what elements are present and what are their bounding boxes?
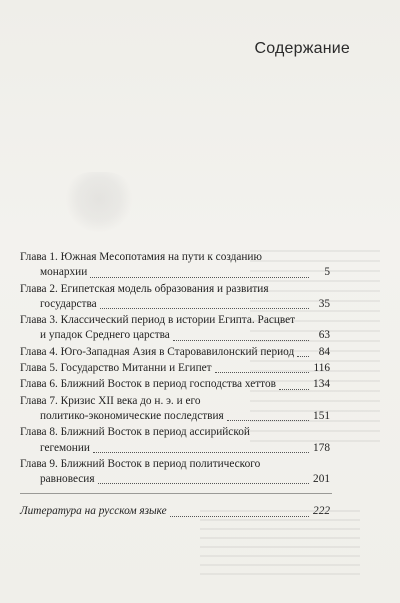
toc-entry-row — [20, 441, 330, 456]
toc-entry[interactable] — [20, 345, 330, 360]
toc-entry-row — [20, 361, 330, 376]
toc-entry[interactable] — [20, 425, 330, 456]
toc-entry-literature[interactable] — [20, 504, 330, 519]
toc-entry-label: Глава 5. Государство Митанни и Египет — [20, 362, 212, 375]
table-of-contents — [20, 250, 330, 520]
toc-entry-label: и упадок Среднего царства — [40, 329, 170, 342]
toc-entry-label: монархии — [40, 266, 88, 279]
toc-leader-dots — [279, 388, 309, 390]
toc-entry-row — [20, 409, 330, 424]
toc-leader-dots — [227, 419, 309, 421]
toc-leader-dots — [173, 339, 309, 341]
toc-leader-dots — [100, 307, 309, 309]
toc-page-number: 178 — [313, 441, 330, 454]
toc-entry-row — [20, 328, 330, 343]
toc-entry-label: Литература на русском языке — [20, 505, 167, 518]
toc-leader-dots — [90, 276, 309, 278]
toc-entries — [20, 250, 330, 487]
toc-entry-label: политико-экономические последствия — [40, 409, 224, 422]
toc-entry[interactable] — [20, 361, 330, 376]
toc-entry-label: гегемонии — [40, 441, 90, 454]
toc-page-number: 151 — [313, 409, 330, 422]
toc-divider — [20, 493, 332, 494]
toc-entry-line: Глава 1. Южная Месопотамия на пути к созданию — [20, 251, 262, 263]
toc-leader-dots — [98, 482, 309, 484]
toc-page-number: 116 — [313, 362, 330, 375]
toc-entry-line: Глава 7. Кризис XII века до н. э. и его — [20, 394, 201, 407]
toc-page-number: 201 — [313, 473, 330, 486]
toc-leader-dots — [215, 371, 309, 373]
toc-entry-line: Глава 9. Ближний Восток в период политического — [20, 457, 261, 470]
toc-entry-row — [20, 297, 330, 312]
toc-leader-dots — [297, 355, 309, 357]
toc-entry-row — [20, 472, 330, 487]
toc-leader-dots — [170, 515, 309, 517]
bleed-through-emblem — [64, 172, 134, 232]
toc-entry[interactable] — [20, 250, 330, 281]
toc-entry-label: равновесия — [40, 473, 95, 486]
toc-page-number: 35 — [318, 297, 330, 310]
toc-entry[interactable] — [20, 394, 330, 425]
toc-entry-row — [20, 377, 330, 392]
toc-entry[interactable] — [20, 313, 330, 344]
toc-page-number: 134 — [313, 378, 330, 391]
toc-entry-label: Глава 6. Ближний Восток в период господства хеттов — [20, 378, 276, 391]
toc-entry[interactable] — [20, 282, 330, 313]
toc-entry-row — [20, 345, 330, 360]
toc-entry-line: Глава 2. Египетская модель образования и развития — [20, 282, 269, 295]
toc-entry-line: Глава 8. Ближний Восток в период ассирийской — [20, 426, 250, 439]
toc-page-number: 5 — [324, 266, 330, 279]
toc-entry-label: Глава 4. Юго-Западная Азия в Старовавилонский период — [20, 345, 295, 358]
toc-page-number: 84 — [318, 345, 330, 358]
toc-page-number: 63 — [318, 329, 330, 342]
toc-entry-line: Глава 3. Классический период в истории Египта. Расцвет — [20, 314, 296, 327]
page-title: Содержание — [254, 40, 350, 57]
toc-entry[interactable] — [20, 457, 330, 488]
toc-entry-label: государства — [40, 297, 97, 310]
toc-entry-row — [20, 265, 330, 280]
toc-page-number: 222 — [313, 505, 330, 518]
bleed-through-footer — [200, 510, 360, 580]
toc-entry[interactable] — [20, 377, 330, 392]
toc-leader-dots — [93, 451, 309, 453]
